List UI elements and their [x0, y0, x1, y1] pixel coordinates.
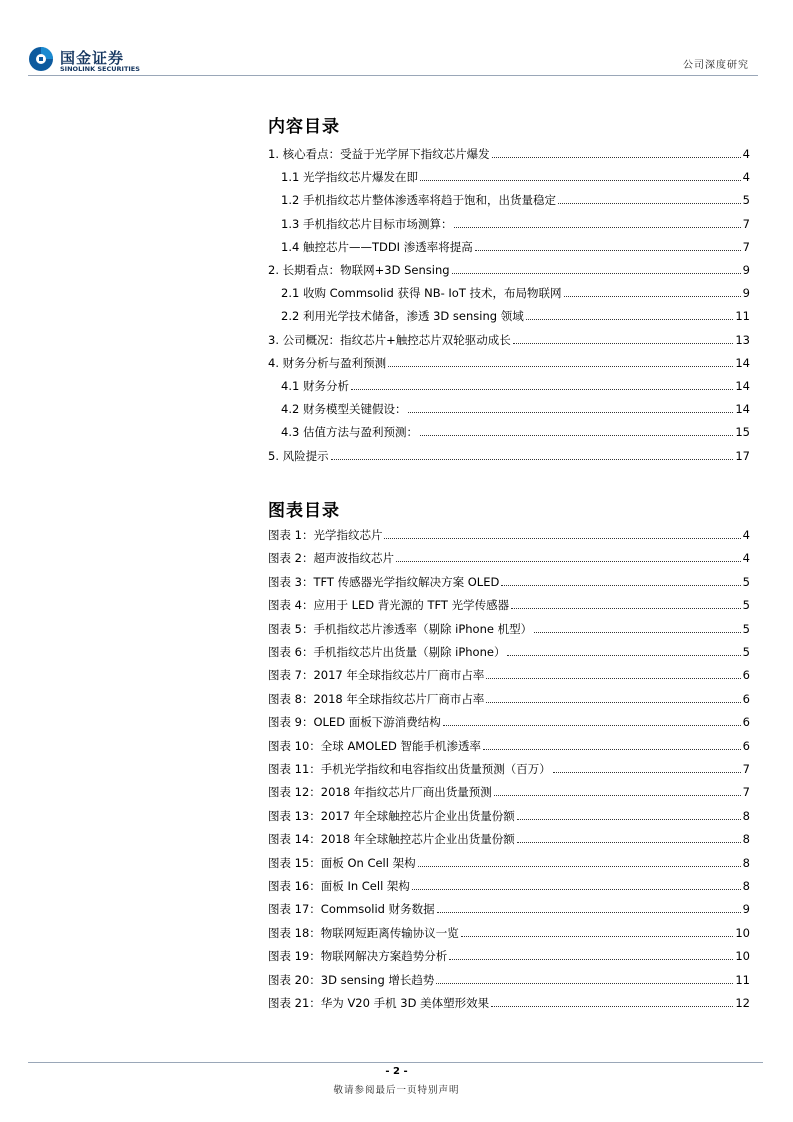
figure-entry[interactable]	[268, 855, 750, 871]
figure-entry[interactable]	[268, 527, 750, 543]
contents-entry-page: 9	[742, 263, 750, 277]
figure-entry-label: 图表 16：面板 In Cell 架构	[268, 879, 410, 893]
figure-entry[interactable]	[268, 738, 750, 754]
figure-entry-label: 图表 10：全球 AMOLED 智能手机渗透率	[268, 738, 481, 753]
logo-chinese-name: 国金证券	[60, 49, 125, 67]
figures-title: 图表目录	[268, 501, 340, 521]
figure-entry-label: 图表 21：华为 V20 手机 3D 美体塑形效果	[268, 996, 490, 1010]
figure-entry-label: 图表 2：超声波指纹芯片	[268, 551, 394, 566]
dot-leader	[420, 434, 733, 436]
figure-entry[interactable]	[268, 901, 750, 917]
figure-entry-page: 4	[742, 551, 750, 566]
dot-leader	[486, 701, 740, 703]
dot-leader	[526, 318, 734, 320]
dot-leader	[475, 249, 741, 251]
figure-entry-label: 图表 11：手机光学指纹和电容指纹出货量预测（百万）	[268, 762, 551, 776]
figure-entry-label: 图表 6：手机指纹芯片出货量（剔除 iPhone）	[268, 645, 506, 659]
dot-leader	[511, 607, 741, 609]
figure-entry[interactable]	[268, 925, 750, 941]
figure-entry[interactable]	[268, 972, 750, 988]
figure-entry-label: 图表 17：Commsolid 财务数据	[268, 902, 435, 917]
contents-entry-label: 1.1 光学指纹芯片爆发在即	[281, 170, 418, 185]
contents-entry-label: 2.2 利用光学技术储备，渗透 3D sensing 领域	[281, 309, 524, 324]
dot-leader	[412, 888, 741, 890]
contents-entry-page: 5	[742, 193, 750, 208]
figure-entry-label: 图表 13：2017 年全球触控芯片企业出货量份额	[268, 808, 515, 823]
figure-entry[interactable]	[268, 644, 750, 660]
contents-entry-page: 4	[742, 170, 750, 185]
dot-leader	[507, 654, 740, 656]
contents-entry-page: 14	[735, 355, 750, 370]
dot-leader	[534, 631, 741, 633]
contents-entry[interactable]	[281, 308, 750, 324]
figure-entry-label: 图表 3：TFT 传感器光学指纹解决方案 OLED	[268, 574, 500, 589]
contents-entry-label: 4. 财务分析与盈利预测	[268, 355, 387, 370]
figure-entry-label: 图表 7：2017 年全球指纹芯片厂商市占率	[268, 668, 485, 683]
contents-entry-label: 1.2 手机指纹芯片整体渗透率将趋于饱和，出货量稳定	[281, 193, 556, 208]
contents-entry[interactable]	[268, 146, 750, 162]
sinolink-logo-icon	[28, 46, 54, 72]
contents-entry-label: 1. 核心看点：受益于光学屏下指纹芯片爆发	[268, 147, 490, 161]
dot-leader	[437, 911, 741, 913]
contents-entry[interactable]	[281, 285, 750, 301]
dot-leader	[553, 771, 741, 773]
contents-entry[interactable]	[268, 332, 750, 348]
dot-leader	[564, 295, 741, 297]
figure-entry-page: 5	[742, 574, 750, 589]
figure-entry[interactable]	[268, 597, 750, 613]
figure-entry[interactable]	[268, 831, 750, 847]
contents-entry-label: 5. 风险提示	[268, 448, 329, 463]
dot-leader	[517, 841, 741, 843]
figure-entry-page: 11	[735, 972, 750, 987]
figure-entry-label: 图表 8：2018 年全球指纹芯片厂商市占率	[268, 691, 485, 706]
figure-entry[interactable]	[268, 667, 750, 683]
contents-entry-label: 1.3 手机指纹芯片目标市场测算：	[281, 216, 453, 231]
figure-entry-page: 5	[742, 621, 750, 636]
figure-entry-page: 4	[742, 528, 750, 542]
figure-entry[interactable]	[268, 574, 750, 590]
figure-entry[interactable]	[268, 621, 750, 637]
disclaimer-note: 敬请参阅最后一页特别声明	[333, 1085, 460, 1096]
figure-entry[interactable]	[268, 691, 750, 707]
contents-entry-page: 7	[742, 239, 750, 254]
contents-entry-page: 9	[742, 286, 750, 301]
logo-english-name: SINOLINK SECURITIES	[60, 65, 140, 73]
contents-entry[interactable]	[281, 216, 750, 232]
contents-entry[interactable]	[268, 448, 750, 464]
figure-entry-page: 6	[742, 668, 750, 683]
contents-entry[interactable]	[281, 169, 750, 185]
figure-entry-label: 图表 15：面板 On Cell 架构	[268, 855, 416, 870]
contents-entry[interactable]	[268, 355, 750, 371]
dot-leader	[408, 411, 733, 413]
dot-leader	[331, 458, 734, 460]
page-number: - 2 -	[385, 1066, 408, 1077]
contents-entry[interactable]	[281, 239, 750, 255]
contents-entry-label: 2.1 收购 Commsolid 获得 NB- IoT 技术，布局物联网	[281, 286, 562, 301]
figure-entry-page: 8	[742, 808, 750, 823]
dot-leader	[418, 865, 741, 867]
figure-entry-page: 9	[742, 902, 750, 917]
contents-entry-label: 4.1 财务分析	[281, 379, 349, 393]
figure-entry[interactable]	[268, 995, 750, 1011]
dot-leader	[492, 156, 741, 158]
header-divider	[28, 75, 758, 76]
figure-entry[interactable]	[268, 878, 750, 894]
dot-leader	[443, 724, 741, 726]
contents-entry-page: 11	[735, 309, 750, 324]
contents-entry-page: 15	[735, 425, 750, 440]
contents-title: 内容目录	[268, 117, 340, 137]
contents-entry[interactable]	[281, 378, 750, 394]
footer-divider	[28, 1062, 763, 1063]
contents-entry-label: 3. 公司概况：指纹芯片+触控芯片双轮驱动成长	[268, 332, 511, 347]
figure-entry[interactable]	[268, 550, 750, 566]
figure-entry-page: 8	[742, 832, 750, 847]
contents-entry-page: 4	[742, 147, 750, 161]
contents-entry-label: 1.4 触控芯片——TDDI 渗透率将提高	[281, 239, 473, 254]
dot-leader	[517, 818, 741, 820]
dot-leader	[454, 226, 740, 228]
figure-entry-page: 6	[742, 738, 750, 753]
figure-entry-page: 6	[742, 691, 750, 706]
contents-entry-label: 4.3 估值方法与盈利预测：	[281, 425, 418, 440]
dot-leader	[486, 677, 740, 679]
figure-entry-page: 8	[742, 879, 750, 893]
dot-leader	[558, 202, 741, 204]
figure-entry[interactable]	[268, 808, 750, 824]
dot-leader	[452, 272, 741, 274]
figure-entry-label: 图表 20：3D sensing 增长趋势	[268, 972, 435, 987]
dot-leader	[351, 388, 733, 390]
figure-entry[interactable]	[268, 714, 750, 730]
dot-leader	[501, 584, 740, 586]
figure-entry-label: 图表 12：2018 年指纹芯片厂商出货量预测	[268, 785, 492, 800]
contents-entry[interactable]	[268, 262, 750, 278]
contents-entry[interactable]	[281, 401, 750, 417]
contents-entry-page: 17	[735, 448, 750, 463]
dot-leader	[483, 748, 741, 750]
figure-entry-page: 8	[742, 855, 750, 870]
contents-entry[interactable]	[281, 424, 750, 440]
figure-entry-page: 10	[735, 925, 750, 940]
figure-entry[interactable]	[268, 784, 750, 800]
figure-entry-page: 10	[735, 949, 750, 964]
contents-entry-page: 13	[735, 332, 750, 347]
figure-entry-label: 图表 19：物联网解决方案趋势分析	[268, 949, 448, 964]
dot-leader	[436, 982, 733, 984]
dot-leader	[384, 537, 740, 539]
figure-entry-page: 7	[742, 785, 750, 800]
figure-entry-page: 5	[742, 645, 750, 659]
company-logo	[28, 44, 158, 76]
page-header	[0, 0, 793, 80]
dot-leader	[396, 560, 741, 562]
contents-entry-page: 7	[742, 216, 750, 231]
figure-entry-page: 12	[735, 996, 750, 1010]
figure-entry[interactable]	[268, 761, 750, 777]
figure-entry-page: 6	[742, 715, 750, 730]
contents-entry[interactable]	[281, 192, 750, 208]
report-type-label: 公司深度研究	[683, 60, 749, 71]
figure-entry-label: 图表 9：OLED 面板下游消费结构	[268, 715, 441, 730]
figure-entry-page: 5	[742, 598, 750, 613]
figure-entry-label: 图表 4：应用于 LED 背光源的 TFT 光学传感器	[268, 598, 510, 613]
figure-entry-label: 图表 5：手机指纹芯片渗透率（剔除 iPhone 机型）	[268, 621, 533, 636]
contents-entry-page: 14	[735, 402, 750, 417]
figure-entry-page: 7	[742, 762, 750, 776]
dot-leader	[461, 935, 734, 937]
dot-leader	[494, 794, 741, 796]
contents-entry-label: 4.2 财务模型关键假设：	[281, 402, 407, 417]
figure-entry-label: 图表 14：2018 年全球触控芯片企业出货量份额	[268, 832, 515, 847]
dot-leader	[513, 342, 734, 344]
dot-leader	[491, 1005, 733, 1007]
contents-entry-label: 2. 长期看点：物联网+3D Sensing	[268, 263, 450, 277]
figure-entry-label: 图表 1：光学指纹芯片	[268, 528, 383, 542]
dot-leader	[420, 179, 741, 181]
figure-entry-label: 图表 18：物联网短距离传输协议一览	[268, 925, 459, 940]
dot-leader	[449, 958, 733, 960]
figure-entry[interactable]	[268, 948, 750, 964]
dot-leader	[388, 365, 733, 367]
contents-entry-page: 14	[735, 379, 750, 393]
